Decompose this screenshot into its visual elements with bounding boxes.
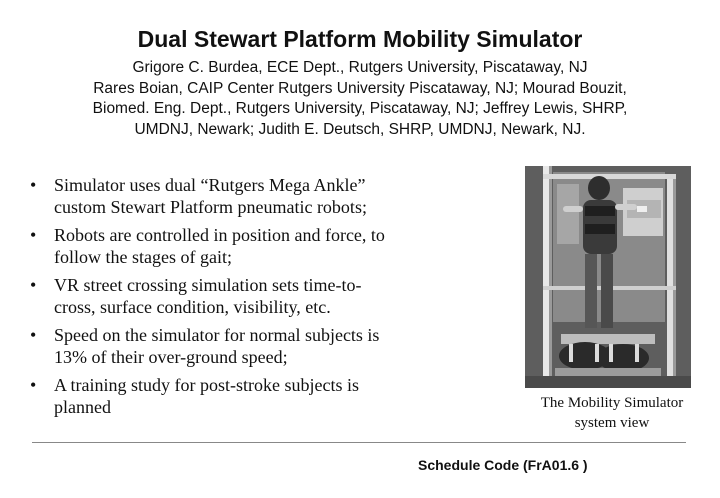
bullet-marker: • <box>30 325 37 345</box>
mobility-simulator-photo <box>525 166 691 388</box>
mobility-simulator-photo-drawing <box>525 166 691 388</box>
bullet-item <box>30 274 480 318</box>
bullet-line: follow the stages of gait; <box>54 247 232 267</box>
author-affiliations <box>20 58 700 140</box>
author-line: UMDNJ, Newark; Judith E. Deutsch, SHRP, UMDNJ, Newark, NJ. <box>134 120 586 138</box>
bullet-line: planned <box>54 397 111 417</box>
bullet-line: Speed on the simulator for normal subjects is <box>54 325 380 345</box>
bullet-line: 13% of their over-ground speed; <box>54 347 288 367</box>
author-line: Biomed. Eng. Dept., Rutgers University, Piscataway, NJ; Jeffrey Lewis, SHRP, <box>92 100 628 117</box>
bullet-line: cross, surface condition, visibility, etc. <box>54 297 331 317</box>
bullet-line: custom Stewart Platform pneumatic robots; <box>54 197 367 217</box>
bullet-marker: • <box>30 375 37 395</box>
author-line: Grigore C. Burdea, ECE Dept., Rutgers University, Piscataway, NJ <box>132 59 588 76</box>
schedule-code: Schedule Code (FrA01.6 ) <box>418 457 588 473</box>
slide-title: Dual Stewart Platform Mobility Simulator <box>137 26 583 52</box>
bullet-marker: • <box>30 225 37 245</box>
bullet-line: Simulator uses dual “Rutgers Mega Ankle” <box>54 175 366 195</box>
bullet-item <box>30 174 480 218</box>
bullet-item <box>30 374 480 418</box>
caption-line: system view <box>574 415 650 431</box>
footer-divider <box>32 442 686 443</box>
bullet-item <box>30 224 480 268</box>
bullet-line: VR street crossing simulation sets time-to- <box>54 275 362 295</box>
bullet-list <box>30 174 480 424</box>
bullet-item <box>30 324 480 368</box>
bullet-marker: • <box>30 175 37 195</box>
bullet-line: Robots are controlled in position and force, to <box>54 225 385 245</box>
bullet-marker: • <box>30 275 37 295</box>
caption-line: The Mobility Simulator <box>540 395 684 411</box>
figure-caption <box>500 393 720 433</box>
bullet-line: A training study for post-stroke subjects is <box>54 375 359 395</box>
author-line: Rares Boian, CAIP Center Rutgers University Piscataway, NJ; Mourad Bouzit, <box>93 79 627 97</box>
